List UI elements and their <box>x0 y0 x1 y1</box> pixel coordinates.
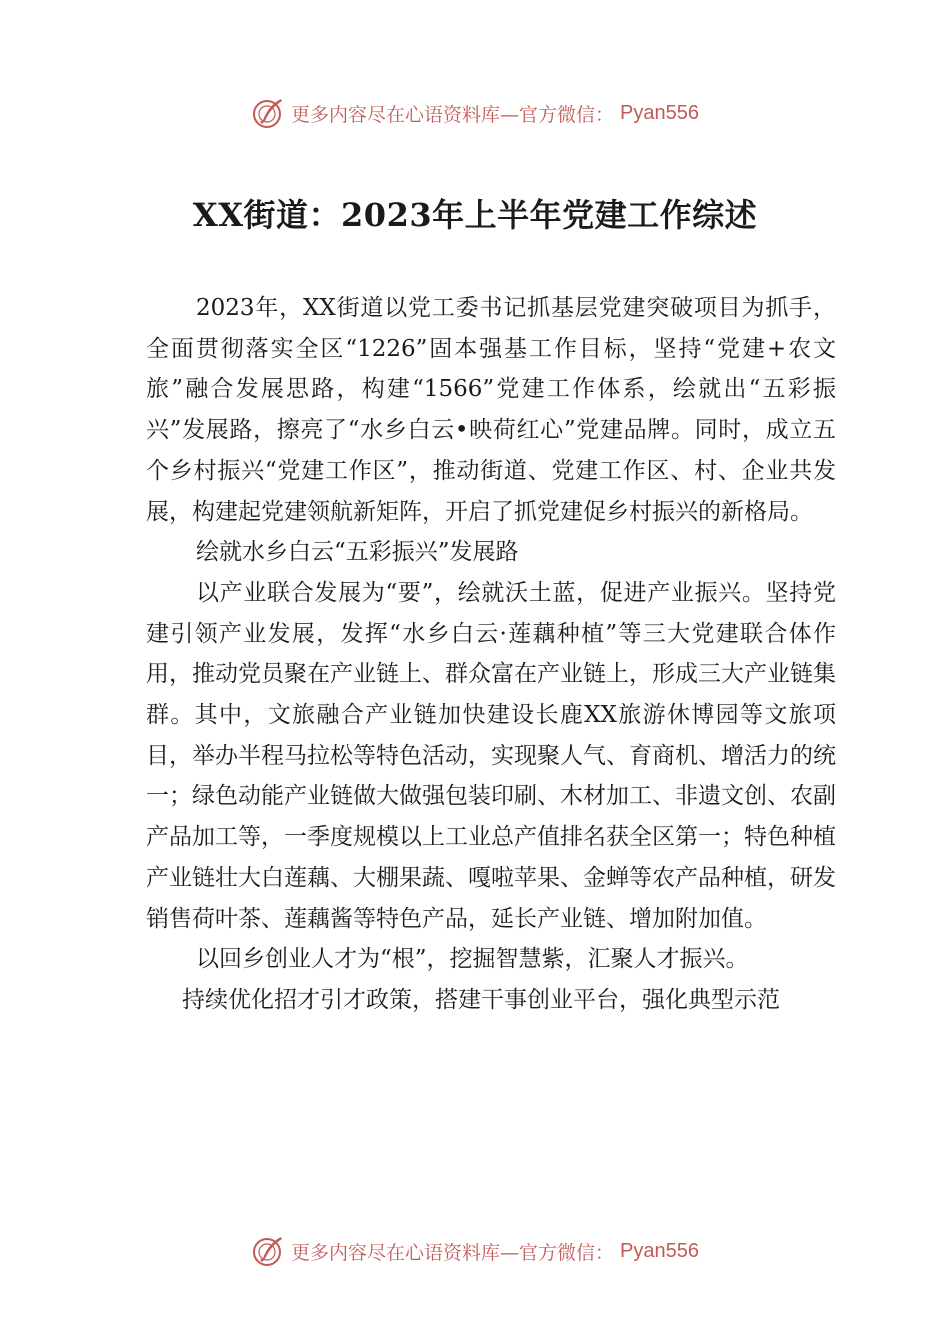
document-body <box>146 288 836 1021</box>
paragraph-talent: 以回乡创业人才为“根”，挖掘智慧紫，汇聚人才振兴。 <box>196 946 749 973</box>
watermark-text: 更多内容尽在心语资料库—官方微信： <box>291 103 615 126</box>
watermark-text: 更多内容尽在心语资料库—官方微信： <box>291 1241 615 1264</box>
section-heading: 绘就水乡白云“五彩振兴”发展路 <box>196 539 519 566</box>
watermark-footer <box>0 1234 950 1268</box>
document-title: XX街道：2023年上半年党建工作综述 <box>192 196 758 234</box>
watermark-code: Pyan556 <box>620 1239 699 1262</box>
paragraph-talent-continued: 持续优化招才引才政策，搭建干事创业平台，强化典型示范 <box>182 986 780 1013</box>
quill-seal-logo-icon <box>251 1234 285 1268</box>
watermark-header <box>0 96 950 130</box>
paragraph-industry: 以产业联合发展为“要”，绘就沃土蓝，促进产业振兴。坚持党建引领产业发展，发挥“水乡白云·莲藕种植”等三大党建联合体作用，推动党员聚在产业链上、群众富在产业链上，形成三大产业链集群。其中，文旅融合产业链加快建设长鹿XX旅游休博园等文旅项目，举办半程马拉松等特色活动，实现聚人气、育商机、增活力的统一；绿色动能产业链做大做强包装印刷、木材加工、非遗文创、农副产品加工等，一季度规模以上工业总产值排名获全区第一；特色种植产业链壮大白莲藕、大棚果蔬、嘎啦苹果、金蝉等农产品种植，研发销售荷叶茶、莲藕酱等特色产品，延长产业链、增加附加值。 <box>146 579 836 932</box>
paragraph-intro: 2023年，XX街道以党工委书记抓基层党建突破项目为抓手，全面贯彻落实全区“1226”固本强基工作目标，坚持“党建+农文旅”融合发展思路，构建“1566”党建工作体系，绘就出“五彩振兴”发展路，擦亮了“水乡白云•映荷红心”党建品牌。同时，成立五个乡村振兴“党建工作区”，推动街道、党建工作区、村、企业共发展，构建起党建领航新矩阵，开启了抓党建促乡村振兴的新格局。 <box>146 295 836 525</box>
quill-seal-logo-icon <box>251 96 285 130</box>
watermark-code: Pyan556 <box>620 101 699 124</box>
